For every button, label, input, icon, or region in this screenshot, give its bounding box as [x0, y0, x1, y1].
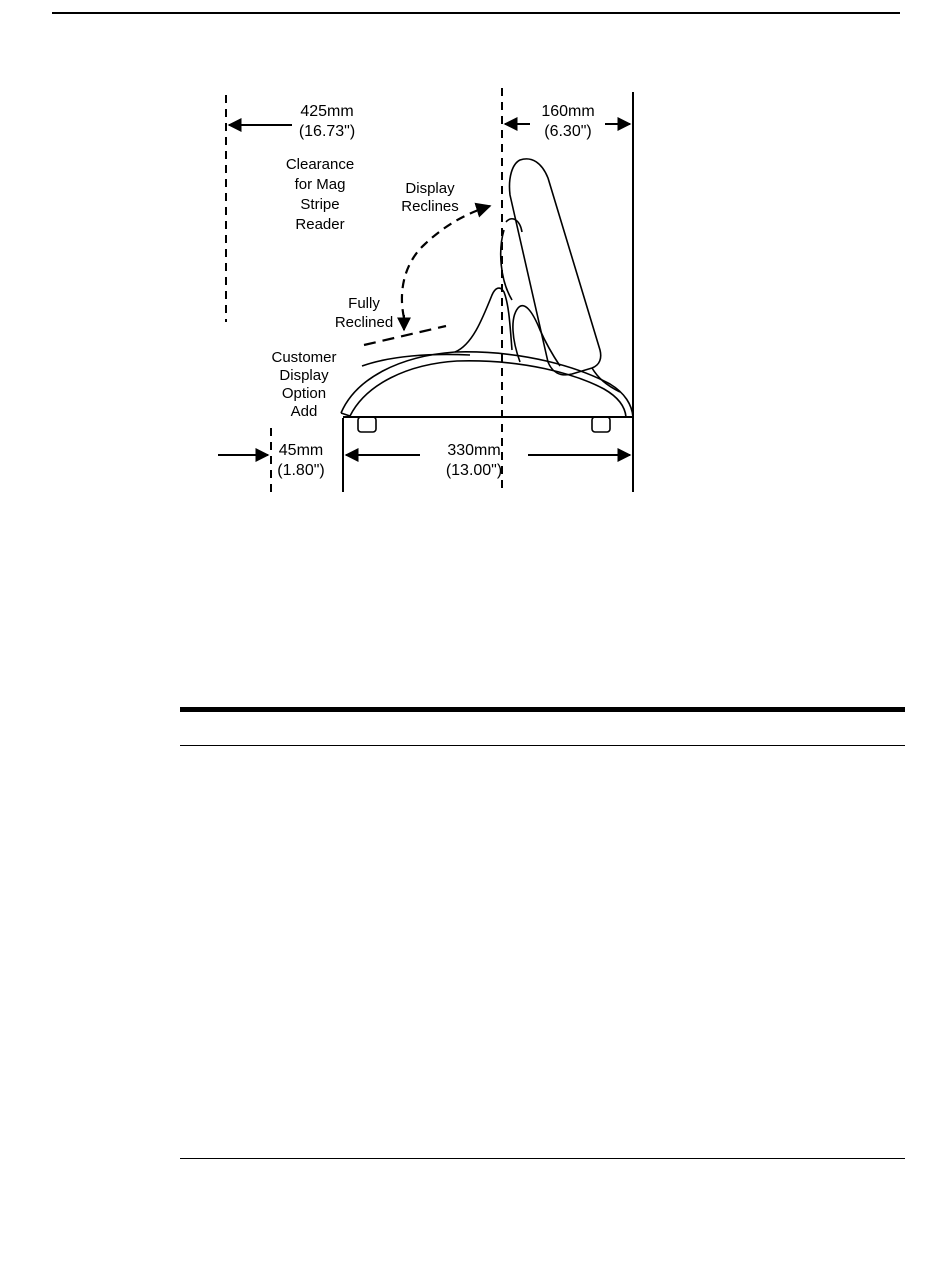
terminal-drawing	[341, 159, 633, 432]
mag-clearance-label-4: Reader	[295, 216, 345, 233]
customer-display-label-2: Display	[279, 367, 329, 384]
mag-clearance-label-1: Clearance	[285, 156, 355, 173]
customer-display-mm: 45mm	[278, 442, 324, 459]
mag-clearance-label-2: for Mag	[294, 176, 346, 193]
fully-reclined-label-2: Reclined	[334, 314, 394, 331]
customer-display-label-1: Customer	[271, 349, 337, 366]
table-header-rule	[180, 745, 905, 746]
recline-label-1: Display	[405, 180, 455, 197]
depth-mm: 160mm	[541, 103, 595, 120]
base-in: (13.00")	[445, 462, 503, 479]
fully-reclined-label-1: Fully	[348, 295, 380, 312]
base-mm: 330mm	[447, 442, 501, 459]
recline-label-2: Reclines	[401, 198, 459, 215]
mag-clearance-mm: 425mm	[300, 103, 354, 120]
recline-arrow	[402, 206, 490, 318]
table-top-rule	[180, 707, 905, 712]
mag-clearance-label-3: Stripe	[300, 196, 340, 213]
mag-clearance-in: (16.73")	[298, 123, 356, 140]
depth-in: (6.30")	[544, 123, 592, 140]
customer-display-label-3: Option	[281, 385, 327, 402]
table-bottom-rule	[180, 1158, 905, 1159]
terminal-dimensions-diagram	[0, 0, 950, 520]
customer-display-label-4: Add	[290, 403, 318, 420]
customer-display-in: (1.80")	[277, 462, 325, 479]
